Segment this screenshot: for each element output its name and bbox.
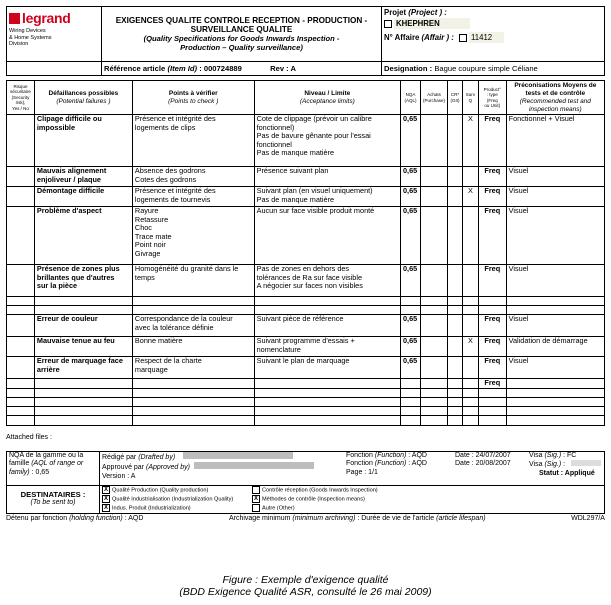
recommendation-cell xyxy=(506,416,604,426)
freq-cell: Freq xyxy=(478,115,506,167)
form-title: EXIGENCES QUALITE CONTROLE RECEPTION - PRODUCTION - SURVEILLANCE QUALITE (Quality Specifications for Goods Inwards Inspection - Production – Quality surveillance) xyxy=(102,7,382,62)
figure-caption: Figure : Exemple d'exigence qualité (BDD Exigence Qualité ASR, consulté le 26 mai 2009) xyxy=(179,574,432,598)
limit-cell xyxy=(254,297,400,306)
failure-cell xyxy=(34,398,132,407)
failure-cell xyxy=(34,416,132,426)
failure-cell xyxy=(34,297,132,306)
brand-subtitle: Wiring Devices & Home Systems Division xyxy=(9,28,52,47)
limit-cell: Suivant plan (en visuel uniquement) Pas de manque matière xyxy=(254,187,400,207)
surv-cell: X xyxy=(462,115,478,167)
purchase-cell xyxy=(420,207,447,265)
points-cell: Présence et intégrité des logements de tournevis xyxy=(132,187,254,207)
affair-value: 11412 xyxy=(469,32,504,43)
form-footer xyxy=(6,451,605,514)
nqa-cell xyxy=(401,379,421,389)
aql-family-cell: NQA de la gamme ou la famille (AQL of range or family) : 0,65 xyxy=(7,452,100,486)
freq-cell: Freq xyxy=(478,357,506,379)
designation-cell: Designation : Bague coupure simple Céliane xyxy=(382,62,605,76)
freq-cell: Freq xyxy=(478,265,506,297)
function-cell: Fonction (Function) : AQD Fonction (Function) : AQD Page : 1/1 xyxy=(344,452,453,486)
surv-cell: X xyxy=(462,187,478,207)
recommendation-cell: Validation de démarrage xyxy=(506,337,604,357)
nqa-cell: 0,65 xyxy=(401,207,421,265)
surv-cell xyxy=(462,398,478,407)
surv-cell xyxy=(462,297,478,306)
purchase-cell xyxy=(420,167,447,187)
approved-by-redacted xyxy=(194,462,314,469)
freq-cell xyxy=(478,389,506,398)
logo-cell xyxy=(7,7,102,62)
failure-cell: Mauvais alignement enjoliveur / plaque xyxy=(34,167,132,187)
table-row xyxy=(7,407,605,416)
risk-cell xyxy=(7,389,35,398)
table-row xyxy=(7,115,605,167)
failure-cell xyxy=(34,379,132,389)
table-row xyxy=(7,297,605,306)
surv-cell xyxy=(462,416,478,426)
freq-cell: Freq xyxy=(478,167,506,187)
risk-cell xyxy=(7,306,35,315)
col-product-type: Product° : type (Freq ou Unit) xyxy=(478,81,506,115)
cr-cell xyxy=(447,337,462,357)
risk-cell xyxy=(7,115,35,167)
freq-cell xyxy=(478,297,506,306)
risk-cell xyxy=(7,207,35,265)
cr-cell xyxy=(447,297,462,306)
requirements-table xyxy=(6,80,605,426)
cr-cell xyxy=(447,187,462,207)
freq-cell: Freq xyxy=(478,207,506,265)
table-row xyxy=(7,167,605,187)
purchase-cell xyxy=(420,337,447,357)
recipients-list: X Qualité Production (Quality production) X Qualité Industrialisation (Industrialization Quality) X Indus. Produit (Industrialization) Contrôle réception (Goods Inwards Inspection) X Méthodes de contrôle (Inspection means) Autre (Other) xyxy=(100,486,605,514)
recommendation-cell: Visuel xyxy=(506,265,604,297)
purchase-cell xyxy=(420,357,447,379)
risk-cell xyxy=(7,398,35,407)
drafted-by-redacted xyxy=(183,452,293,459)
brand-name: legrand xyxy=(22,10,71,26)
table-body xyxy=(7,115,605,426)
col-points: Points à vérifier (Points to check ) xyxy=(132,81,254,115)
failure-cell: Démontage difficile xyxy=(34,187,132,207)
recommendation-cell: Visuel xyxy=(506,167,604,187)
points-cell: Homogénéité du granité dans le temps xyxy=(132,265,254,297)
nqa-cell xyxy=(401,407,421,416)
surv-cell xyxy=(462,357,478,379)
cr-cell xyxy=(447,306,462,315)
col-risk: Risque sécuritaire (Security risk), Yes / No xyxy=(7,81,35,115)
cr-cell xyxy=(447,167,462,187)
purchase-cell xyxy=(420,379,447,389)
risk-cell xyxy=(7,379,35,389)
nqa-cell xyxy=(401,398,421,407)
col-limits: Niveau / Limite (Acceptance limits) xyxy=(254,81,400,115)
col-purchase: Achats (Purchase) xyxy=(420,81,447,115)
nqa-cell xyxy=(401,389,421,398)
legrand-logo-icon xyxy=(9,13,20,24)
col-recommendations: Préconisations Moyens de tests et de contrôle (Recommended test and inspection means) xyxy=(506,81,604,115)
table-row xyxy=(7,207,605,265)
risk-cell xyxy=(7,416,35,426)
limit-cell: Suivant le plan de marquage xyxy=(254,357,400,379)
visa-cell: Visa (Sig.) : FC Visa (Sig.) : Statut : Appliqué xyxy=(527,452,605,486)
points-cell xyxy=(132,297,254,306)
dest-goods-inwards-checkbox[interactable] xyxy=(252,486,260,494)
surv-cell xyxy=(462,315,478,337)
purchase-cell xyxy=(420,297,447,306)
recommendation-cell xyxy=(506,297,604,306)
table-row xyxy=(7,389,605,398)
points-cell: Rayure Retassure Choc Trace mate Point noir Givrage xyxy=(132,207,254,265)
cr-cell xyxy=(447,379,462,389)
cr-cell xyxy=(447,407,462,416)
surv-cell: X xyxy=(462,337,478,357)
cr-cell xyxy=(447,357,462,379)
freq-cell: Freq xyxy=(478,187,506,207)
freq-cell: Freq xyxy=(478,337,506,357)
points-cell: Correspondance de la couleur avec la tolérance définie xyxy=(132,315,254,337)
surv-cell xyxy=(462,265,478,297)
risk-cell xyxy=(7,167,35,187)
nqa-cell: 0,65 xyxy=(401,337,421,357)
table-row xyxy=(7,357,605,379)
attached-files: Attached files : xyxy=(6,434,52,441)
table-row xyxy=(7,265,605,297)
reference-cell: Référence article (Item Id) : 000724889 Rev : A xyxy=(102,62,382,76)
limit-cell: Cote de clippage (prévoir un calibre fonctionnel) Pas de bavure gênante pour l'essai fonctionnel Pas de manque matière xyxy=(254,115,400,167)
limit-cell: Suivant programme d'essais + nomenclature xyxy=(254,337,400,357)
dest-industrialization-checkbox[interactable]: X xyxy=(103,504,108,511)
risk-cell xyxy=(7,315,35,337)
table-row xyxy=(7,398,605,407)
freq-cell xyxy=(478,398,506,407)
failure-cell: Erreur de couleur xyxy=(34,315,132,337)
freq-cell xyxy=(478,416,506,426)
failure-cell: Mauvaise tenue au feu xyxy=(34,337,132,357)
risk-cell xyxy=(7,337,35,357)
dest-quality-production-checkbox[interactable]: X xyxy=(103,487,108,493)
recommendation-cell: Visuel xyxy=(506,207,604,265)
recommendation-cell: Visuel xyxy=(506,187,604,207)
purchase-cell xyxy=(420,115,447,167)
cr-cell xyxy=(447,115,462,167)
limit-cell xyxy=(254,416,400,426)
nqa-cell: 0,65 xyxy=(401,187,421,207)
points-cell: Présence et intégrité des logements de clips xyxy=(132,115,254,167)
table-row xyxy=(7,416,605,426)
risk-cell xyxy=(7,357,35,379)
nqa-cell: 0,65 xyxy=(401,167,421,187)
date-cell: Date : 24/07/2007 Date : 20/08/2007 xyxy=(453,452,527,486)
surv-cell xyxy=(462,306,478,315)
col-cr: CR* (GII) xyxy=(447,81,462,115)
failure-cell: Clipage difficile ou impossible xyxy=(34,115,132,167)
points-cell: Respect de la charte marquage xyxy=(132,357,254,379)
purchase-cell xyxy=(420,315,447,337)
project-cell: Projet (Project ) : KHEPHREN N° Affaire (Affair ) : 11412 xyxy=(382,7,605,62)
purchase-cell xyxy=(420,389,447,398)
nqa-cell: 0,65 xyxy=(401,115,421,167)
points-cell xyxy=(132,389,254,398)
purchase-cell xyxy=(420,265,447,297)
points-cell: Bonne matière xyxy=(132,337,254,357)
recommendation-cell xyxy=(506,379,604,389)
nqa-cell xyxy=(401,416,421,426)
recommendation-cell xyxy=(506,398,604,407)
points-cell: Absence des godrons Cotes des godrons xyxy=(132,167,254,187)
points-cell xyxy=(132,416,254,426)
recommendation-cell xyxy=(506,407,604,416)
col-surv: Surv Q xyxy=(462,81,478,115)
nqa-cell: 0,65 xyxy=(401,315,421,337)
limit-cell xyxy=(254,389,400,398)
limit-cell xyxy=(254,379,400,389)
dest-industrialization-quality-checkbox[interactable]: X xyxy=(103,495,108,502)
dest-inspection-means-checkbox[interactable]: X xyxy=(253,495,258,502)
purchase-cell xyxy=(420,306,447,315)
nqa-cell: 0,65 xyxy=(401,357,421,379)
nqa-cell xyxy=(401,297,421,306)
limit-cell xyxy=(254,398,400,407)
cr-cell xyxy=(447,315,462,337)
failure-cell: Erreur de marquage face arrière xyxy=(34,357,132,379)
risk-cell xyxy=(7,407,35,416)
quality-form xyxy=(6,6,605,522)
cr-cell xyxy=(447,389,462,398)
purchase-cell xyxy=(420,398,447,407)
recommendation-cell: Visuel xyxy=(506,357,604,379)
cr-cell xyxy=(447,416,462,426)
table-row xyxy=(7,379,605,389)
risk-cell xyxy=(7,187,35,207)
purchase-cell xyxy=(420,187,447,207)
table-row xyxy=(7,187,605,207)
failure-cell: Présence de zones plus brillantes que d'autres sur la pièce xyxy=(34,265,132,297)
purchase-cell xyxy=(420,407,447,416)
purchase-cell xyxy=(420,416,447,426)
risk-cell xyxy=(7,265,35,297)
col-nqa: NQA (AQL) xyxy=(401,81,421,115)
recommendation-cell: Fonctionnel + Visuel xyxy=(506,115,604,167)
surv-cell xyxy=(462,389,478,398)
project-value: KHEPHREN xyxy=(394,18,470,29)
failure-cell: Problème d'aspect xyxy=(34,207,132,265)
limit-cell: Suivant pièce de référence xyxy=(254,315,400,337)
failure-cell xyxy=(34,407,132,416)
surv-cell xyxy=(462,167,478,187)
table-row xyxy=(7,337,605,357)
cr-cell xyxy=(447,265,462,297)
recommendation-cell xyxy=(506,389,604,398)
table-row xyxy=(7,315,605,337)
freq-cell: Freq xyxy=(478,315,506,337)
limit-cell: Pas de zones en dehors des tolérances de Ra sur face visible A négocier sur faces non visibles xyxy=(254,265,400,297)
limit-cell xyxy=(254,407,400,416)
form-header xyxy=(6,6,605,76)
surv-cell xyxy=(462,207,478,265)
surv-cell xyxy=(462,407,478,416)
points-cell xyxy=(132,398,254,407)
nqa-cell: 0,65 xyxy=(401,265,421,297)
risk-cell xyxy=(7,297,35,306)
freq-cell: Freq xyxy=(478,379,506,389)
drafted-approved-cell: Rédigé par (Drafted by) Approuvé par (Approved by) Version : A xyxy=(100,452,345,486)
archive-line: Détenu par fonction (holding function) : AQD Archivage minimum (minimum archiving) : Durée de vie de l'article (article lifespan) WDL297/A xyxy=(6,514,605,522)
freq-cell xyxy=(478,407,506,416)
table-header-row xyxy=(7,81,605,115)
surv-cell xyxy=(462,379,478,389)
recommendation-cell: Visuel xyxy=(506,315,604,337)
failure-cell xyxy=(34,389,132,398)
points-cell xyxy=(132,379,254,389)
recipients-label: DESTINATAIRES : (To be sent to) xyxy=(7,486,100,514)
cr-cell xyxy=(447,207,462,265)
cr-cell xyxy=(447,398,462,407)
limit-cell: Aucun sur face visible produit monté xyxy=(254,207,400,265)
signature-mark xyxy=(571,460,601,466)
limit-cell: Présence suivant plan xyxy=(254,167,400,187)
dest-other-checkbox[interactable] xyxy=(252,504,260,512)
col-failures: Défaillances possibles (Potential failures ) xyxy=(34,81,132,115)
points-cell xyxy=(132,407,254,416)
